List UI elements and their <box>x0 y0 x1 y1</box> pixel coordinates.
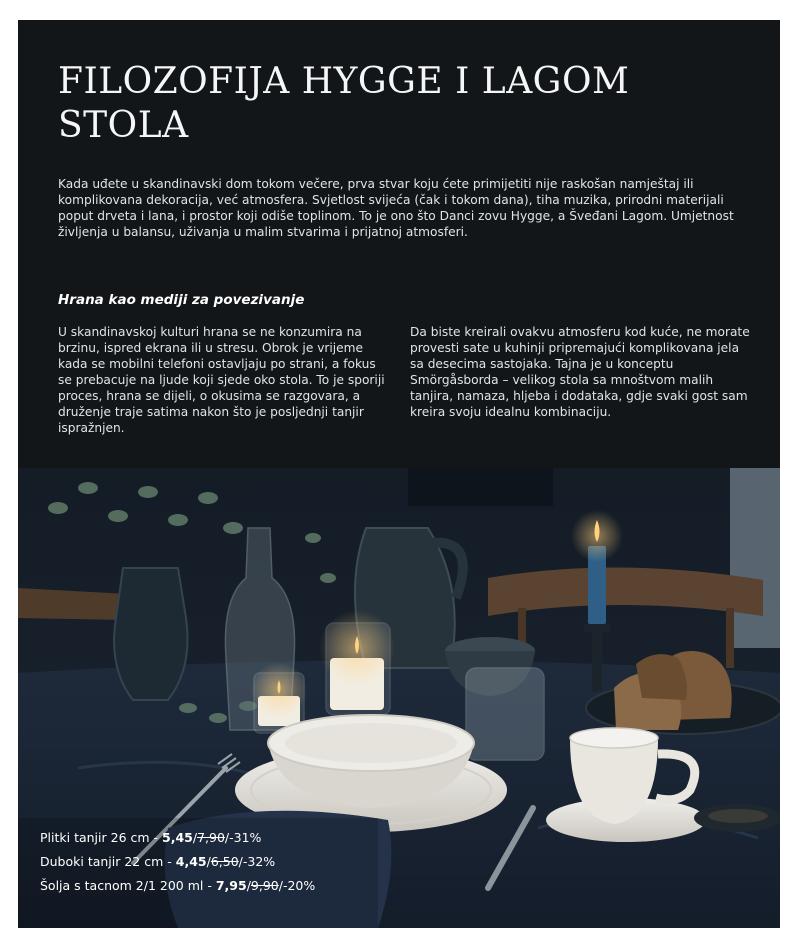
right-column-text: Da biste kreirali ovakvu atmosferu kod kuće, ne morate provesti sate u kuhinji pripremajući komplikovana jela sa desecima sastojaka. Tajna je u konceptu Smörgåsborda – velikog stola sa mnoštvom malih tanjira, namaza, hljeba i dodataka, gdje svaki gost sam kreira svoju idealnu kombinaciju. <box>410 325 750 419</box>
left-column-text: U skandinavskoj kulturi hrana se ne konzumira na brzinu, ispred ekrana ili u stresu. Obrok je vrijeme kada se mobilni telefoni ostavljaju po strani, a fokus se prebacuje na ljude koji sjede oko stola. To je sporiji proces, hrana se dijeli, o okusima se razgovara, a druženje traje satima nakon što je posljednji tanjir ispražnjen. <box>58 325 385 435</box>
product-name: Duboki tanjir 22 cm - <box>40 854 176 869</box>
new-price: 5,45 <box>162 830 193 845</box>
discount: -32% <box>242 854 276 869</box>
new-price: 7,95 <box>215 878 247 893</box>
discount: -20% <box>282 878 316 893</box>
article-title: FILOZOFIJA HYGGE I LAGOM STOLA <box>58 61 630 146</box>
candlestick <box>584 624 610 632</box>
cup-rim <box>570 728 658 748</box>
chair-leg <box>726 608 734 668</box>
intro-paragraph: Kada uđete u skandinavski dom tokom večere, prva stvar koju ćete primijetiti nije raskošan namještaj ili komplikovana dekoracija, već atmosfera. Svjetlost svijeća (čak i tokom dana), tiha muzika, prirodni materijali poput drveta i lana, i prostor koji odiše toplinom. To je ono što Danci zovu Hygge, a Šveđani Lagom. Umjetnost življenja u balansu, uživanja u malim stvarima i prijatnoj atmosferi. <box>58 177 734 239</box>
candlestick-stem <box>592 632 602 692</box>
product-name: Plitki tanjir 26 cm - <box>40 830 162 845</box>
water-glass <box>466 668 544 760</box>
price-item-flat-plate: Plitki tanjir 26 cm - 5,45/7,90/-31% <box>40 830 262 845</box>
price-list <box>40 826 315 898</box>
dark-vase <box>114 568 187 700</box>
product-name: Šolja s tacnom 2/1 200 ml - <box>40 878 216 893</box>
bread-slice <box>636 654 687 700</box>
old-price: 7,90 <box>197 830 225 845</box>
price-item-deep-plate: Duboki tanjir 22 cm - 4,45/6,50/-32% <box>40 854 276 869</box>
old-price: 6,50 <box>210 854 239 869</box>
price-item-cup-saucer: Šolja s tacnom 2/1 200 ml - 7,95/9,90/-20% <box>40 878 316 893</box>
section-subheading: Hrana kao mediji za povezivanje <box>58 292 305 308</box>
window <box>730 468 780 648</box>
discount: -31% <box>229 830 262 845</box>
article-panel <box>18 20 780 468</box>
new-price: 4,45 <box>175 854 207 869</box>
pepper <box>708 809 768 823</box>
wall-frame <box>408 468 553 506</box>
old-price: 9,90 <box>250 878 279 893</box>
deep-bowl-inside <box>285 723 457 763</box>
